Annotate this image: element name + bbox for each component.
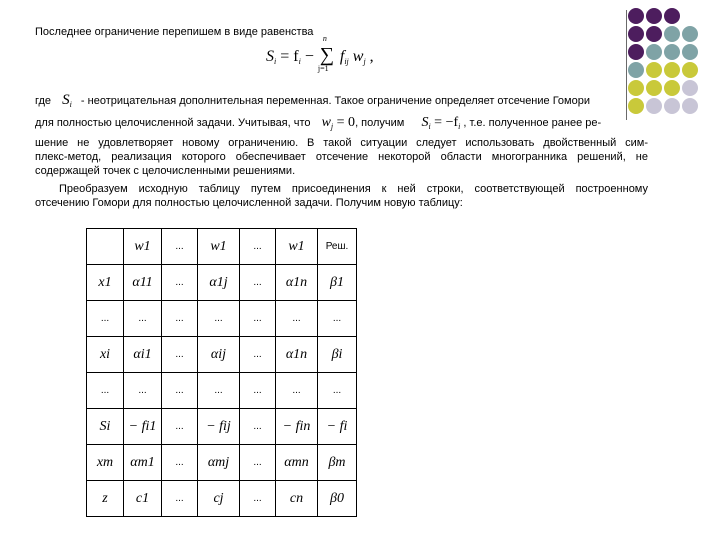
decor-dot-grid xyxy=(628,8,720,112)
table-cell: ... xyxy=(87,373,124,409)
table-cell: c1 xyxy=(124,481,162,517)
para-line-5: содержащей точек с целочисленными решениями. xyxy=(35,165,296,177)
table-cell: αij xyxy=(198,337,240,373)
sigma-symbol: ∑ xyxy=(319,44,334,66)
table-cell: xi xyxy=(87,337,124,373)
decor-dot xyxy=(628,62,644,78)
decor-dot xyxy=(628,44,644,60)
table-cell: cj xyxy=(198,481,240,517)
decor-dot xyxy=(646,8,662,24)
inline-si-letter: S xyxy=(62,92,70,108)
inline-si-eq-rest: = −f xyxy=(430,115,459,130)
inline-wj: w xyxy=(321,115,331,130)
decor-dot xyxy=(664,62,680,78)
table-cell: ... xyxy=(124,373,162,409)
decor-dot xyxy=(664,26,680,42)
table-cell: − fin xyxy=(276,409,318,445)
inline-si-eq xyxy=(421,115,460,130)
table-cell: − fij xyxy=(198,409,240,445)
table-cell: α1j xyxy=(198,265,240,301)
formula-term-sub: ij xyxy=(344,57,349,66)
table-cell: − fi1 xyxy=(124,409,162,445)
decor-dot xyxy=(628,8,644,24)
intro-text: Последнее ограничение перепишем в виде равенства xyxy=(35,26,314,38)
formula-lhs-sub: i xyxy=(274,57,277,66)
table-cell: x1 xyxy=(87,265,124,301)
formula-minus: − xyxy=(304,48,314,65)
table-cell: − fi xyxy=(318,409,357,445)
table-cell: ... xyxy=(240,265,276,301)
formula-w-sub: j xyxy=(363,57,366,66)
line2-a: для полностью целочисленной задачи. Учитывая, что xyxy=(35,117,311,129)
table-cell: ... xyxy=(198,373,240,409)
def-line xyxy=(35,94,590,111)
decor-dot xyxy=(664,44,680,60)
table-row xyxy=(87,337,357,373)
table-cell: ... xyxy=(240,229,276,265)
sigma-top: n xyxy=(322,34,327,43)
formula-comma: , xyxy=(369,48,374,65)
decor-dot xyxy=(628,26,644,42)
table-cell: ... xyxy=(162,337,198,373)
table-row xyxy=(87,481,357,517)
table-cell: ... xyxy=(162,373,198,409)
table-cell: ... xyxy=(162,301,198,337)
table-row xyxy=(87,265,357,301)
simplex-table xyxy=(86,228,357,517)
decor-dot xyxy=(646,44,662,60)
decor-dot xyxy=(646,80,662,96)
inline-si-eq-letter: S xyxy=(421,115,429,130)
table-cell: w1 xyxy=(276,229,318,265)
table-cell: ... xyxy=(162,409,198,445)
decor-dot xyxy=(682,80,698,96)
decor-dot xyxy=(664,98,680,114)
table-cell: ... xyxy=(240,409,276,445)
table-cell: αi1 xyxy=(124,337,162,373)
table-cell: ... xyxy=(198,301,240,337)
table-cell: ... xyxy=(318,373,357,409)
table-cell: ... xyxy=(240,301,276,337)
decor-dot xyxy=(646,62,662,78)
table-cell: xm xyxy=(87,445,124,481)
table-cell: z xyxy=(87,481,124,517)
table-cell: ... xyxy=(124,301,162,337)
decor-dot xyxy=(664,80,680,96)
table-cell: β1 xyxy=(318,265,357,301)
table-cell: Si xyxy=(87,409,124,445)
decor-dot xyxy=(682,98,698,114)
decor-dot xyxy=(682,26,698,42)
table-cell: ... xyxy=(162,445,198,481)
para-line-3: шение не удовлетворяет новому ограничению. В такой ситуации следует использовать двойственный сим- xyxy=(35,137,648,149)
inline-si-eq-sub: i xyxy=(428,122,431,131)
table-cell: cn xyxy=(276,481,318,517)
decor-dot xyxy=(664,8,680,24)
table-cell: ... xyxy=(240,445,276,481)
table-cell: βm xyxy=(318,445,357,481)
table-cell: βi xyxy=(318,337,357,373)
inline-wj-sub: j xyxy=(330,122,334,131)
formula-w: w xyxy=(352,48,364,65)
formula-sigma xyxy=(317,34,336,73)
table-cell: ... xyxy=(240,373,276,409)
table-row xyxy=(87,373,357,409)
decor-dot xyxy=(646,26,662,42)
table-cell: αm1 xyxy=(124,445,162,481)
table-cell: ... xyxy=(240,481,276,517)
sigma-bottom: j=1 xyxy=(317,64,329,73)
table-cell: ... xyxy=(162,265,198,301)
table-row xyxy=(87,229,357,265)
para2-line-1: Преобразуем исходную таблицу путем присоединения к ней строки, соответствующей построенному xyxy=(59,183,648,195)
decor-dot xyxy=(628,98,644,114)
table-cell: w1 xyxy=(124,229,162,265)
formula-si xyxy=(266,34,374,80)
table-cell: α11 xyxy=(124,265,162,301)
decor-vertical-line xyxy=(626,10,627,120)
table-row xyxy=(87,301,357,337)
decor-dot xyxy=(682,62,698,78)
table-cell: ... xyxy=(240,337,276,373)
table-row xyxy=(87,445,357,481)
formula-eq: = f xyxy=(280,48,299,65)
table-cell: Реш. xyxy=(318,229,357,265)
table-cell: αmn xyxy=(276,445,318,481)
decor-dot xyxy=(682,44,698,60)
inline-wj-eq xyxy=(322,115,355,130)
table-cell: α1n xyxy=(276,265,318,301)
table-cell: ... xyxy=(162,481,198,517)
table-cell: ... xyxy=(276,301,318,337)
line2-c: , т.е. полученное ранее ре- xyxy=(463,117,602,129)
table-cell: ... xyxy=(162,229,198,265)
where-word: где xyxy=(35,95,52,107)
table-cell: β0 xyxy=(318,481,357,517)
table-row xyxy=(87,409,357,445)
inline-si-eq-f-sub: i xyxy=(458,122,461,131)
para2-line-2: отсечению Гомори для полностью целочисленной задачи. Получим новую таблицу: xyxy=(35,197,463,209)
def-rest: - неотрицательная дополнительная переменная. Такое ограничение определяет отсечение Гомори xyxy=(80,95,590,107)
line2 xyxy=(35,116,601,133)
table-cell: w1 xyxy=(198,229,240,265)
table-cell: ... xyxy=(276,373,318,409)
formula-lhs: S xyxy=(266,48,274,65)
formula-term: f xyxy=(339,48,345,65)
table-cell: ... xyxy=(318,301,357,337)
inline-wj-rest: = 0 xyxy=(333,115,356,130)
table-cell: αmj xyxy=(198,445,240,481)
table-cell: ... xyxy=(87,301,124,337)
decor-dot xyxy=(628,80,644,96)
table-cell: α1n xyxy=(276,337,318,373)
para-line-4: плекс-метод, реализация которого обеспечивает отсечение некоторой области многогранника решений, не xyxy=(35,151,648,163)
formula-f-sub: i xyxy=(298,57,301,66)
decor-dot xyxy=(646,98,662,114)
line2-b: , получим xyxy=(355,117,405,129)
inline-si xyxy=(62,92,72,108)
table-cell xyxy=(87,229,124,265)
inline-si-sub: i xyxy=(69,100,72,109)
